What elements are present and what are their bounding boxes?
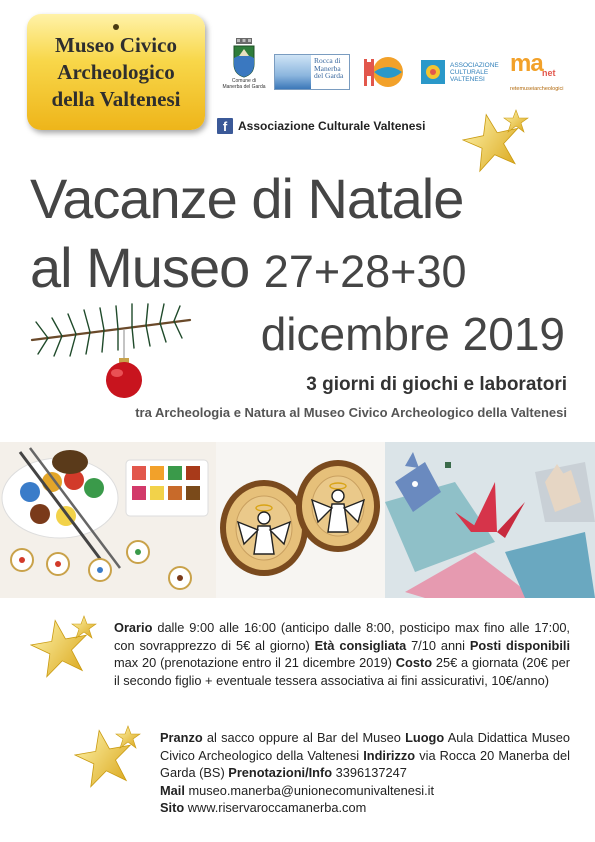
star-icon bbox=[30, 612, 102, 684]
facebook-label: Associazione Culturale Valtenesi bbox=[238, 119, 426, 133]
indirizzo-text: via Rocca 20 Manerba del Garda (BS) bbox=[160, 747, 570, 780]
museum-badge bbox=[27, 14, 205, 130]
facebook-link[interactable] bbox=[217, 118, 425, 134]
costo-text: 25€ a giornata (20€ per il secondo figlio + eventuale tessera associativa ai fini assicurativi, 10€/anno) bbox=[114, 655, 571, 688]
luogo-label: Luogo bbox=[405, 730, 445, 745]
rocca-text-line-1: Rocca di bbox=[314, 56, 341, 65]
facebook-icon: f bbox=[217, 118, 233, 134]
manet-logo bbox=[510, 50, 580, 94]
photo-painting-palette bbox=[0, 442, 216, 598]
rocca-manerba-logo bbox=[274, 54, 350, 90]
orario-label: Orario bbox=[114, 620, 153, 635]
eta-text: 7/10 anni bbox=[411, 637, 466, 653]
manerba-crest-logo bbox=[222, 38, 266, 94]
prenotazioni-label: Prenotazioni/Info bbox=[228, 765, 333, 780]
headline-line-2 bbox=[30, 236, 467, 304]
badge-line-2: Archeologico bbox=[57, 59, 175, 84]
assoc-text bbox=[446, 62, 499, 83]
badge-line-1: Museo Civico bbox=[55, 32, 177, 57]
tower-emblem-logo bbox=[362, 54, 408, 90]
pine-branch-ornament-icon bbox=[28, 296, 198, 408]
indirizzo-label: Indirizzo bbox=[363, 747, 416, 763]
subtitle-detail: tra Archeologia e Natura al Museo Civico Archeologico della Valtenesi bbox=[135, 405, 567, 420]
mail-link[interactable]: museo.manerba@unionecomunivaltenesi.it bbox=[188, 782, 435, 798]
headline-line-1: Vacanze di Natale bbox=[30, 167, 464, 230]
mail-label: Mail bbox=[160, 782, 185, 798]
pranzo-label: Pranzo bbox=[160, 730, 203, 745]
photo-wood-angels bbox=[216, 442, 385, 598]
star-icon bbox=[74, 722, 146, 794]
assoc-text-line-2: CULTURALE bbox=[450, 68, 489, 76]
manet-net: net bbox=[542, 68, 556, 78]
posti-label: Posti disponibili bbox=[469, 637, 571, 653]
costo-label: Costo bbox=[395, 655, 433, 670]
sito-label: Sito bbox=[160, 800, 185, 815]
manerba-caption: Comune di Manerba del Garda bbox=[222, 78, 266, 90]
rocca-text bbox=[311, 55, 343, 89]
assoc-text-line-1: ASSOCIAZIONE bbox=[450, 61, 499, 69]
eta-label: Età consigliata bbox=[314, 637, 407, 653]
photo-strip bbox=[0, 442, 595, 598]
badge-dot bbox=[113, 24, 119, 30]
rocca-landscape-image bbox=[275, 55, 311, 89]
manet-subtitle: retemuseiarcheologici bbox=[510, 86, 564, 92]
manet-ma: ma bbox=[510, 50, 543, 77]
headline-line-3: dicembre 2019 bbox=[260, 308, 565, 360]
luogo-text: Aula Didattica Museo Civico Archeologico della Valtenesi bbox=[160, 730, 570, 763]
rocca-text-line-2: Manerba bbox=[314, 63, 341, 73]
info-block-contacts bbox=[160, 729, 570, 817]
headline-dates: 27+28+30 bbox=[263, 246, 467, 297]
photo-origami bbox=[385, 442, 595, 598]
associazione-logo bbox=[420, 54, 504, 90]
sito-link[interactable]: www.riservaroccamanerba.com bbox=[187, 800, 367, 815]
orario-text: dalle 9:00 alle 16:00 (anticipo dalle 8:00, posticipo max fino alle 17:00, con sovrapprezzo di 5€ al giorno) bbox=[114, 620, 570, 653]
badge-line-3: della Valtenesi bbox=[51, 86, 181, 111]
crest-icon bbox=[232, 38, 256, 78]
subtitle-main: 3 giorni di giochi e laboratori bbox=[306, 374, 567, 395]
assoc-text-line-3: VALTENESI bbox=[450, 75, 485, 83]
rocca-text-line-3: del Garda bbox=[314, 71, 344, 80]
headline-prefix: al Museo bbox=[30, 236, 264, 299]
pranzo-text: al sacco oppure al Bar del Museo bbox=[206, 730, 401, 745]
star-icon bbox=[462, 108, 532, 178]
tower-icon bbox=[362, 54, 408, 90]
posti-text: max 20 (prenotazione entro il 21 dicembre 2019) bbox=[114, 655, 392, 670]
prenotazioni-text: 3396137247 bbox=[335, 765, 407, 780]
assoc-mark-icon bbox=[420, 59, 446, 85]
info-block-schedule bbox=[114, 619, 570, 689]
